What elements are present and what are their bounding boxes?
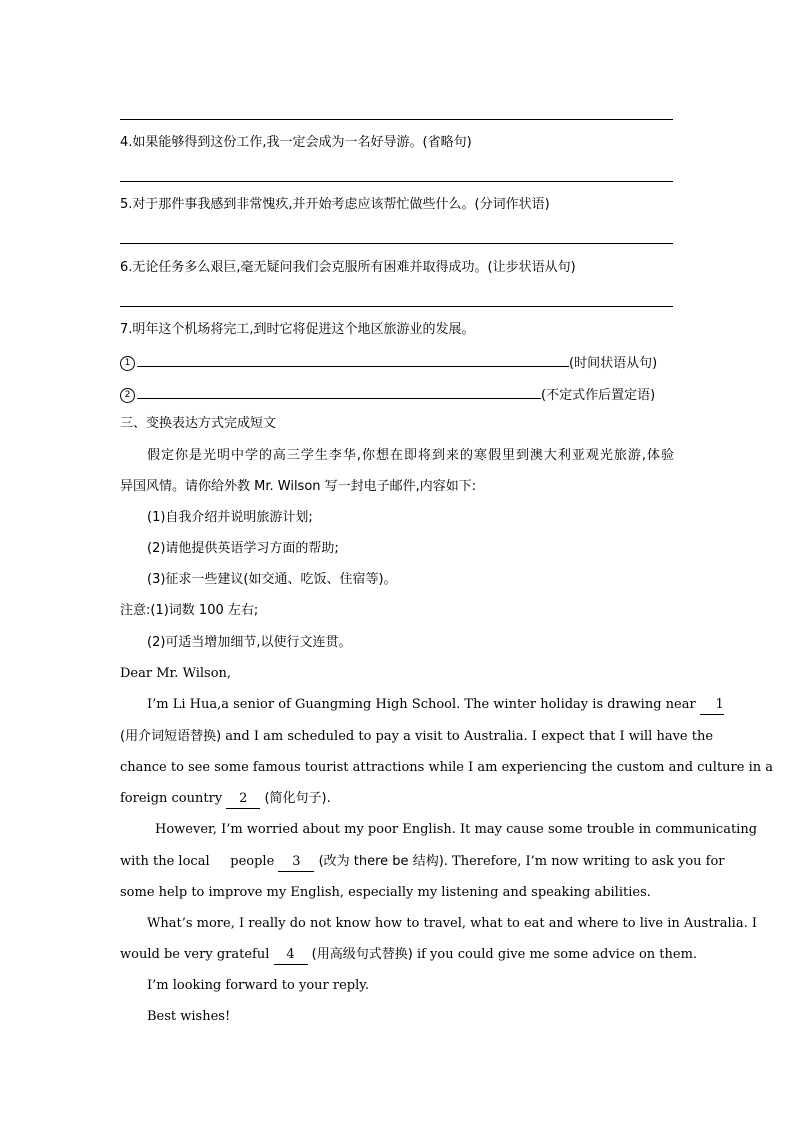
sub-item-2-hint: (不定式作后置定语) — [541, 388, 656, 403]
point-1: (1)自我介绍并说明旅游计划; — [147, 510, 313, 525]
section-heading: 三、变换表达方式完成短文 — [120, 416, 277, 431]
circled-number-2: 2 — [120, 388, 135, 403]
blank-3[interactable]: 3 — [278, 853, 314, 872]
blank-2-hint: (简化句子). — [264, 791, 331, 806]
letter-closing-2: Best wishes! — [147, 1009, 231, 1024]
item-6: 6.无论任务多么艰巨,毫无疑问我们会克服所有困难并取得成功。(让步状语从句) — [120, 260, 576, 275]
letter-p2-line2-text: with the local people — [120, 854, 275, 869]
letter-p3-line2 — [120, 946, 697, 965]
note-2: (2)可适当增加细节,以使行文连贯。 — [147, 635, 352, 650]
blank-4-hint: (用高级句式替换) — [311, 947, 413, 962]
answer-line-5[interactable] — [120, 243, 673, 244]
blank-1[interactable]: 1 — [700, 696, 724, 715]
prompt-line-2: 异国风情。请你给外教 Mr. Wilson 写一封电子邮件,内容如下: — [120, 479, 477, 494]
blank-2[interactable]: 2 — [226, 790, 260, 809]
blank-1-hint: (用介词短语替换) — [120, 729, 222, 744]
answer-line-4[interactable] — [120, 181, 673, 182]
answer-blank-7-2[interactable] — [137, 384, 541, 399]
letter-p1-line1 — [147, 696, 724, 715]
letter-p3-line2-rest: if you could give me some advice on them. — [412, 947, 698, 962]
letter-p1-line3: chance to see some famous tourist attractions while I am experiencing the custom and culture in a — [120, 760, 774, 775]
letter-p1-line4 — [120, 790, 331, 809]
item-5: 5.对于那件事我感到非常愧疚,并开始考虑应该帮忙做些什么。(分词作状语) — [120, 197, 550, 212]
blank-3-hint: (改为 there be 结构) — [318, 854, 444, 869]
note-1: 注意:(1)词数 100 左右; — [120, 603, 259, 618]
sub-item-1 — [120, 352, 657, 373]
letter-p3-line2-text: would be very grateful — [120, 947, 270, 962]
blank-4[interactable]: 4 — [274, 946, 308, 965]
letter-p2-line3: some help to improve my English, especially my listening and speaking abilities. — [120, 885, 651, 900]
letter-p3-line1: What’s more, I really do not know how to travel, what to eat and where to live in Australia. I — [147, 916, 757, 931]
letter-p1-text: I’m Li Hua,a senior of Guangming High School. The winter holiday is drawing near — [147, 697, 696, 712]
point-3: (3)征求一些建议(如交通、吃饭、住宿等)。 — [147, 572, 397, 587]
letter-closing-1: I’m looking forward to your reply. — [147, 978, 370, 993]
answer-line-6[interactable] — [120, 306, 673, 307]
item-4: 4.如果能够得到这份工作,我一定会成为一名好导游。(省略句) — [120, 135, 472, 150]
sub-item-1-hint: (时间状语从句) — [569, 356, 658, 371]
sub-item-2 — [120, 384, 655, 405]
circled-number-1: 1 — [120, 356, 135, 371]
letter-p1-line2 — [120, 728, 713, 746]
letter-p2-line1: However, I’m worried about my poor English. It may cause some trouble in communicating — [155, 822, 758, 837]
letter-salutation: Dear Mr. Wilson, — [120, 666, 232, 681]
letter-p2-line2-rest: . Therefore, I’m now writing to ask you for — [443, 854, 725, 869]
answer-blank-7-1[interactable] — [137, 352, 569, 367]
letter-p1-line2-text: and I am scheduled to pay a visit to Australia. I expect that I will have the — [221, 729, 714, 744]
item-7: 7.明年这个机场将完工,到时它将促进这个地区旅游业的发展。 — [120, 322, 475, 337]
answer-line-3[interactable] — [120, 119, 673, 120]
letter-p2-line2 — [120, 853, 725, 872]
point-2: (2)请他提供英语学习方面的帮助; — [147, 541, 339, 556]
prompt-line-1: 假定你是光明中学的高三学生李华,你想在即将到来的寒假里到澳大利亚观光旅游,体验 — [147, 448, 674, 463]
letter-p1-line4-text: foreign country — [120, 791, 223, 806]
